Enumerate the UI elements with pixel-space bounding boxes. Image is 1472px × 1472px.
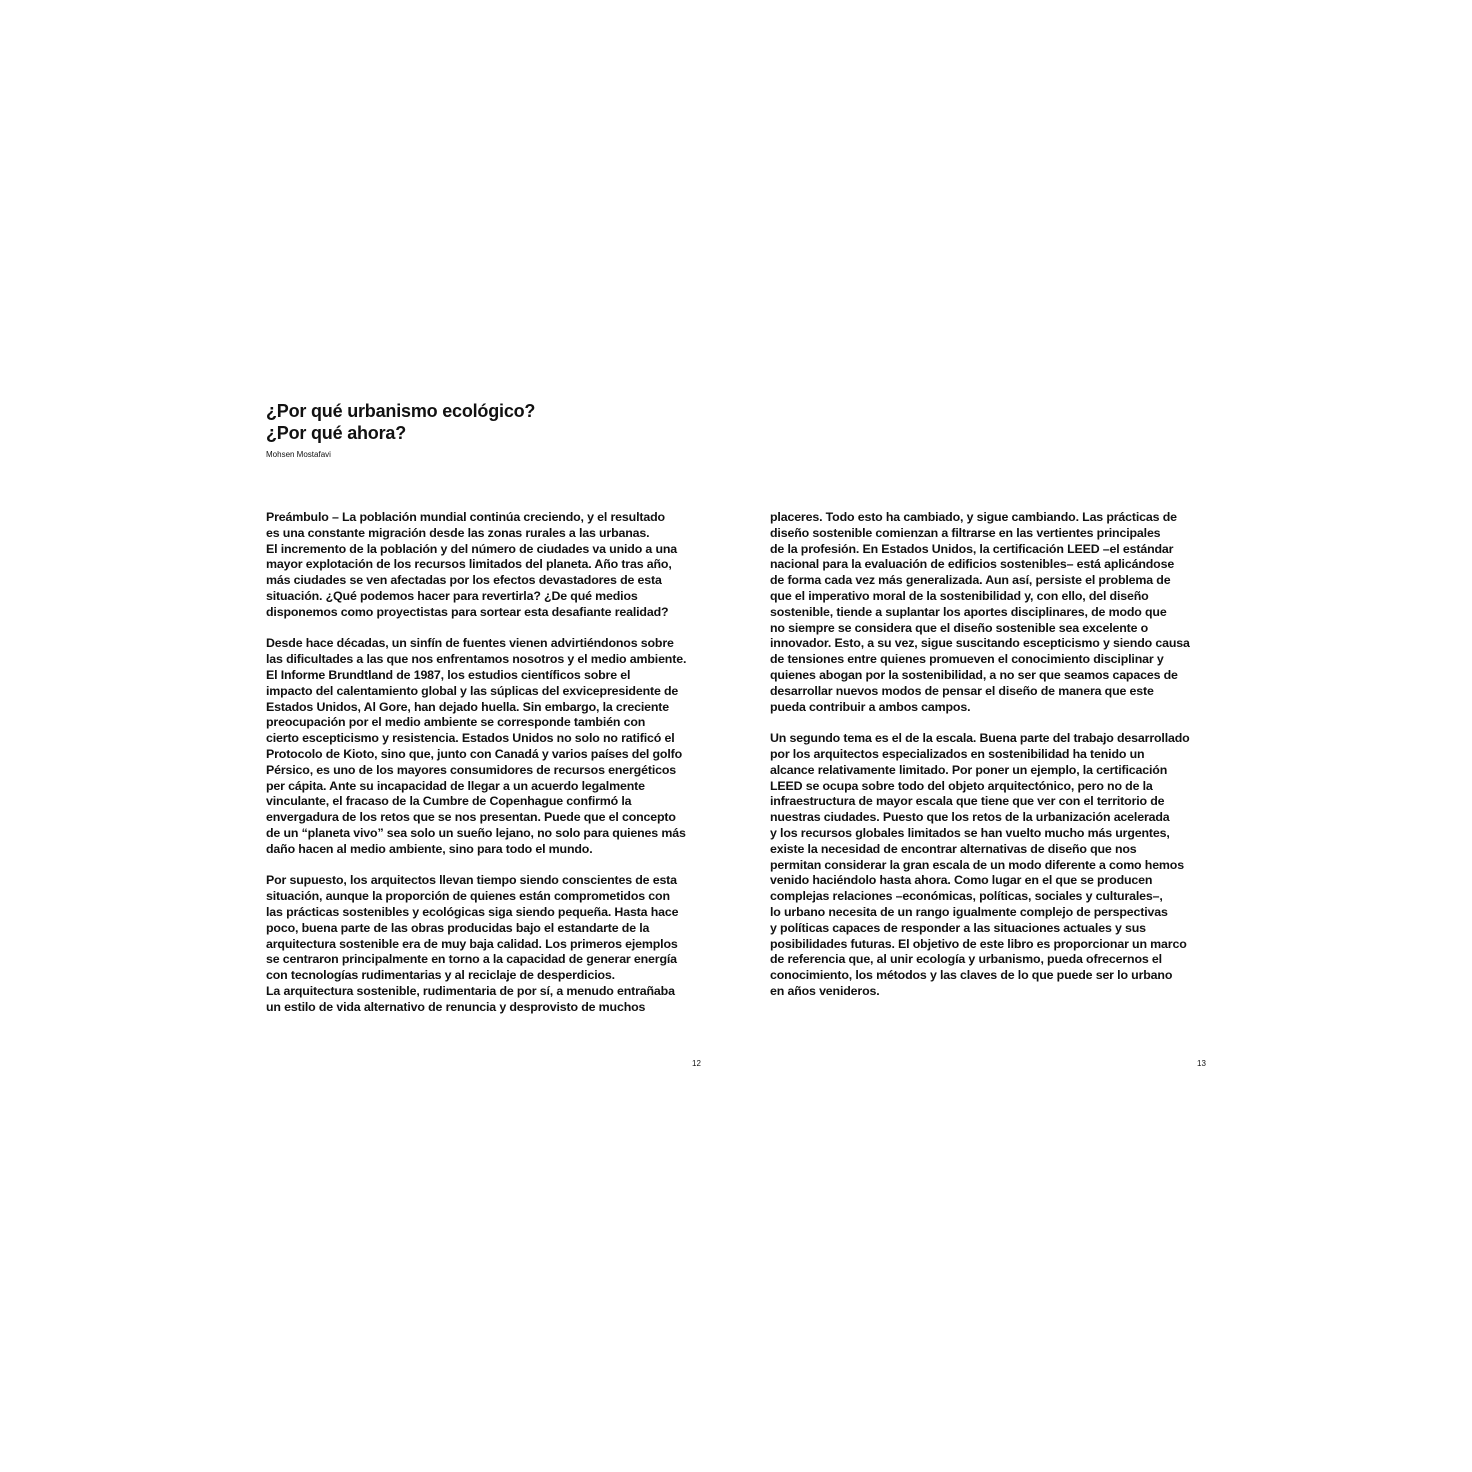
text-line: poco, buena parte de las obras producidas bajo el estandarte de la (266, 920, 650, 935)
text-line: las prácticas sostenibles y ecológicas siga siendo pequeña. Hasta hace (266, 904, 679, 919)
text-line: Preámbulo – La población mundial continúa creciendo, y el resultado (266, 510, 665, 524)
text-line: posibilidades futuras. El objetivo de este libro es proporcionar un marco (770, 936, 1187, 951)
text-line: por los arquitectos especializados en sostenibilidad ha tenido un (770, 746, 1145, 761)
text-line: situación, aunque la proporción de quienes están comprometidos con (266, 889, 670, 904)
text-line: desarrollar nuevos modos de pensar el diseño de manera que este (770, 683, 1154, 698)
text-line: existe la necesidad de encontrar alternativas de diseño que nos (770, 841, 1137, 856)
text-line: Protocolo de Kioto, sino que, junto con Canadá y varios países del golfo (266, 746, 683, 761)
text-line: arquitectura sostenible era de muy baja calidad. Los primeros ejemplos (266, 936, 678, 951)
page-number-left: 12 (692, 1059, 701, 1068)
text-line: y los recursos globales limitados se han vuelto mucho más urgentes, (770, 825, 1170, 840)
body-paragraph (770, 731, 1210, 1000)
author-name: Mohsen Mostafavi (266, 450, 331, 459)
right-page-body (770, 510, 1210, 1016)
text-line: pueda contribuir a ambos campos. (770, 699, 971, 714)
text-line: situación. ¿Qué podemos hacer para revertirla? ¿De qué medios (266, 588, 638, 603)
text-line: daño hacen al medio ambiente, sino para todo el mundo. (266, 841, 593, 856)
text-line: LEED se ocupa sobre todo del objeto arquitectónico, pero no de la (770, 778, 1153, 793)
body-paragraph (266, 636, 706, 857)
text-line: vinculante, el fracaso de la Cumbre de Copenhague confirmó la (266, 794, 632, 809)
chapter-title-line-1: ¿Por qué urbanismo ecológico? (266, 401, 536, 421)
text-line: las dificultades a las que nos enfrentamos nosotros y el medio ambiente. (266, 652, 687, 667)
page-number-right: 13 (1197, 1059, 1206, 1068)
text-line: Por supuesto, los arquitectos llevan tiempo siendo conscientes de esta (266, 873, 677, 888)
text-line: nacional para la evaluación de edificios sostenibles– está aplicándose (770, 557, 1175, 572)
text-line: que el imperativo moral de la sostenibilidad y, con ello, del diseño (770, 588, 1149, 603)
text-line: innovador. Esto, a su vez, sigue suscitando escepticismo y siendo causa (770, 636, 1190, 651)
text-line: conocimiento, los métodos y las claves de lo que puede ser lo urbano (770, 968, 1173, 983)
text-line: más ciudades se ven afectadas por los efectos devastadores de esta (266, 573, 662, 588)
text-line: de un “planeta vivo” sea solo un sueño lejano, no solo para quienes más (266, 825, 686, 840)
text-line: sostenible, tiende a suplantar los aportes disciplinares, de modo que (770, 604, 1167, 619)
text-line: infraestructura de mayor escala que tiene que ver con el territorio de (770, 794, 1165, 809)
text-line: un estilo de vida alternativo de renuncia y desprovisto de muchos (266, 999, 646, 1014)
text-line: disponemos como proyectistas para sortear esta desafiante realidad? (266, 604, 669, 619)
text-line: Pérsico, es uno de los mayores consumidores de recursos energéticos (266, 762, 677, 777)
text-line: de la profesión. En Estados Unidos, la certificación LEED –el estándar (770, 541, 1174, 556)
text-line: El incremento de la población y del número de ciudades va unido a una (266, 541, 678, 556)
text-line: complejas relaciones –económicas, políticas, sociales y culturales–, (770, 889, 1163, 904)
chapter-title (266, 400, 535, 444)
text-line: quienes abogan por la sostenibilidad, a no ser que seamos capaces de (770, 667, 1178, 682)
text-line: nuestras ciudades. Puesto que los retos de la urbanización acelerada (770, 810, 1170, 825)
text-line: preocupación por el medio ambiente se corresponde también con (266, 715, 646, 730)
chapter-title-line-2: ¿Por qué ahora? (266, 423, 407, 443)
body-paragraph (266, 873, 706, 1015)
text-line: Desde hace décadas, un sinfín de fuentes vienen advirtiéndonos sobre (266, 636, 674, 651)
text-line: permitan considerar la gran escala de un modo diferente a como hemos (770, 857, 1184, 872)
text-line: de tensiones entre quienes promueven el conocimiento disciplinar y (770, 652, 1164, 667)
text-line: con tecnologías rudimentarias y al reciclaje de desperdicios. (266, 968, 615, 983)
text-line: y políticas capaces de responder a las situaciones actuales y sus (770, 920, 1146, 935)
text-line: lo urbano necesita de un rango igualmente complejo de perspectivas (770, 904, 1168, 919)
text-line: per cápita. Ante su incapacidad de llegar a un acuerdo legalmente (266, 778, 645, 793)
text-line: placeres. Todo esto ha cambiado, y sigue cambiando. Las prácticas de (770, 510, 1177, 524)
text-line: Estados Unidos, Al Gore, han dejado huella. Sin embargo, la creciente (266, 699, 670, 714)
text-line: diseño sostenible comienzan a filtrarse en las vertientes principales (770, 525, 1161, 540)
text-line: de referencia que, al unir ecología y urbanismo, pueda ofrecernos el (770, 952, 1162, 967)
text-line: alcance relativamente limitado. Por poner un ejemplo, la certificación (770, 762, 1168, 777)
text-line: no siempre se considera que el diseño sostenible sea excelente o (770, 620, 1149, 635)
body-paragraph (770, 510, 1210, 715)
text-line: es una constante migración desde las zonas rurales a las urbanas. (266, 525, 650, 540)
text-line: El Informe Brundtland de 1987, los estudios científicos sobre el (266, 667, 631, 682)
text-line: La arquitectura sostenible, rudimentaria de por sí, a menudo entrañaba (266, 983, 675, 998)
text-line: Un segundo tema es el de la escala. Buena parte del trabajo desarrollado (770, 731, 1190, 746)
text-line: se centraron principalmente en torno a la capacidad de generar energía (266, 952, 677, 967)
text-line: de forma cada vez más generalizada. Aun así, persiste el problema de (770, 573, 1171, 588)
body-paragraph (266, 510, 706, 621)
text-line: mayor explotación de los recursos limitados del planeta. Año tras año, (266, 557, 672, 572)
text-line: envergadura de los retos que se nos presentan. Puede que el concepto (266, 810, 676, 825)
text-line: venido haciéndolo hasta ahora. Como lugar en el que se producen (770, 873, 1153, 888)
text-line: en años venideros. (770, 983, 880, 998)
text-line: impacto del calentamiento global y las súplicas del exvicepresidente de (266, 683, 679, 698)
left-page-body (266, 510, 706, 1031)
text-line: cierto escepticismo y resistencia. Estados Unidos no solo no ratificó el (266, 731, 675, 746)
